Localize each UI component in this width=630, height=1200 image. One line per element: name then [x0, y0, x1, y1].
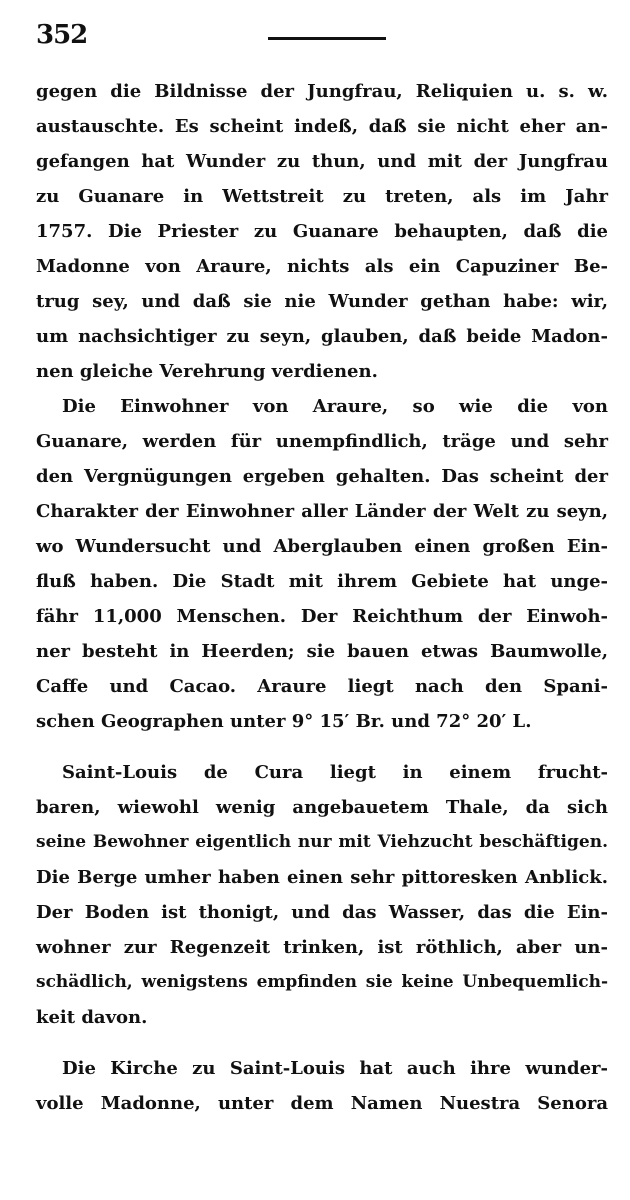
text-line: nen gleiche Verehrung verdienen. [36, 361, 378, 382]
paragraph [36, 1051, 608, 1121]
page-number: 352 [36, 20, 88, 50]
text-line: volle Madonne, unter dem Namen Nuestra Senora [36, 1093, 608, 1114]
text-line: Saint-Louis de Cura liegt in einem frucht- [62, 762, 608, 783]
text-line: Guanare, werden für unempfindlich, träge und sehr [36, 431, 608, 452]
text-line: zu Guanare in Wettstreit zu treten, als im Jahr [36, 186, 608, 207]
text-line: trug sey, und daß sie nie Wunder gethan habe: wir, [36, 291, 608, 312]
text-line: um nachsichtiger zu seyn, glauben, daß beide Madon- [36, 326, 608, 347]
text-line: Die Berge umher haben einen sehr pittoresken Anblick. [36, 867, 608, 888]
text-line: gefangen hat Wunder zu thun, und mit der Jungfrau [36, 151, 608, 172]
paragraph [36, 74, 608, 389]
text-line: wohner zur Regenzeit trinken, ist röthlich, aber un- [36, 937, 608, 958]
text-line: gegen die Bildnisse der Jungfrau, Reliquien u. s. w. [36, 81, 608, 102]
paragraph [36, 755, 608, 1035]
text-line: wo Wundersucht und Aberglauben einen großen Ein- [36, 536, 608, 557]
text-line: schen Geographen unter 9° 15′ Br. und 72° 20′ L. [36, 711, 532, 732]
page-body [36, 74, 608, 1121]
text-line: 1757. Die Priester zu Guanare behaupten, daß die [36, 221, 608, 242]
text-line: Madonne von Araure, nichts als ein Capuziner Be- [36, 256, 608, 277]
text-line: Charakter der Einwohner aller Länder der Welt zu seyn, [36, 501, 608, 522]
text-line: Caffe und Cacao. Araure liegt nach den Spani- [36, 676, 608, 697]
text-line: baren, wiewohl wenig angebauetem Thale, da sich [36, 797, 608, 818]
text-line: fluß haben. Die Stadt mit ihrem Gebiete hat unge- [36, 571, 608, 592]
text-line: schädlich, wenigstens empfinden sie keine Unbequemlich- [36, 972, 608, 992]
text-line: Der Boden ist thonigt, und das Wasser, das die Ein- [36, 902, 608, 923]
text-line: Die Einwohner von Araure, so wie die von [62, 396, 608, 417]
paragraph [36, 389, 608, 739]
text-line: austauschte. Es scheint indeß, daß sie nicht eher an- [36, 116, 608, 137]
text-line: fähr 11,000 Menschen. Der Reichthum der Einwoh- [36, 606, 608, 627]
text-line: seine Bewohner eigentlich nur mit Viehzucht beschäftigen. [36, 832, 608, 852]
header-rule [268, 37, 386, 40]
text-line: den Vergnügungen ergeben gehalten. Das scheint der [36, 466, 608, 487]
text-line: keit davon. [36, 1007, 148, 1028]
text-line: Die Kirche zu Saint-Louis hat auch ihre wunder- [62, 1058, 608, 1079]
text-line: ner besteht in Heerden; sie bauen etwas Baumwolle, [36, 641, 608, 662]
